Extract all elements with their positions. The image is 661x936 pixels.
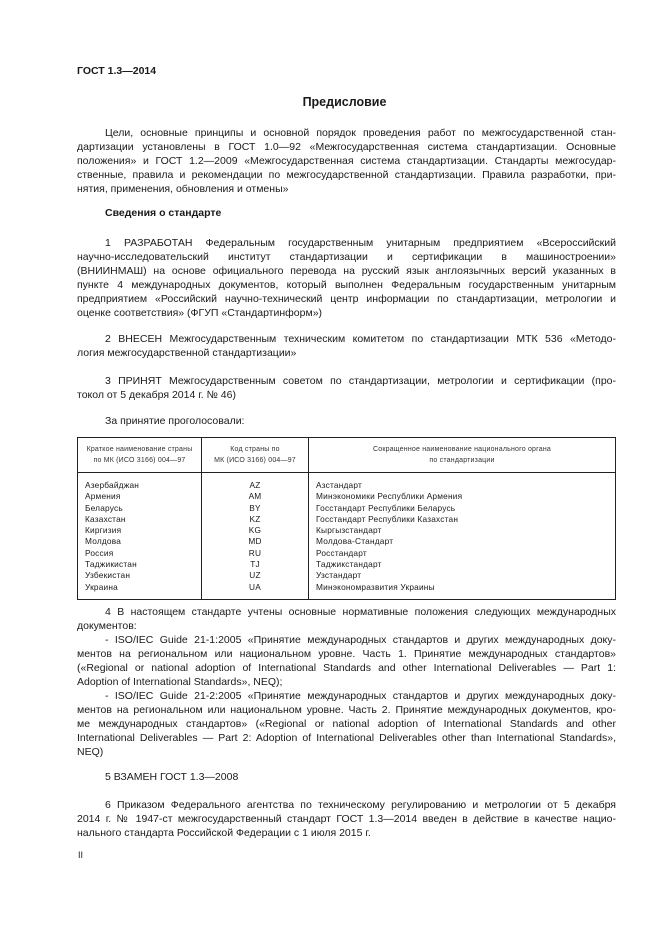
text-line: логия межгосударственной стандартизации»	[77, 347, 297, 359]
cell-code: AM	[202, 491, 309, 502]
cell-country: Молдова	[78, 536, 202, 547]
cell-authority: Молдова-Стандарт	[309, 536, 616, 547]
page-number: II	[78, 850, 84, 860]
table-row	[78, 525, 616, 536]
cell-code: BY	[202, 503, 309, 514]
document-header: ГОСТ 1.3—2014	[77, 65, 157, 77]
cell-country: Казахстан	[78, 514, 202, 525]
text-line: оценке соответствия» (ФГУП «Стандартинформ»)	[77, 307, 323, 319]
cell-code: TJ	[202, 559, 309, 570]
text-line: - ISO/IEC Guide 21-2:2005 «Принятие международных стандартов и других международных доку-	[105, 690, 616, 702]
item-2-paragraph	[77, 332, 616, 360]
cell-code: RU	[202, 548, 309, 559]
text-line: 4 В настоящем стандарте учтены основные нормативные положения следующих международных	[105, 606, 616, 618]
item-4-paragraph	[77, 605, 616, 633]
table-row	[78, 514, 616, 525]
voted-label	[77, 414, 616, 428]
cell-authority: Азстандарт	[309, 473, 616, 492]
text-line: 5 ВЗАМЕН ГОСТ 1.3—2008	[105, 771, 239, 783]
text-line: 1 РАЗРАБОТАН Федеральным государственным унитарным предприятием «Всероссийский	[105, 237, 616, 249]
cell-authority: Минэкономики Республики Армения	[309, 491, 616, 502]
cell-code: AZ	[202, 473, 309, 492]
item-6-paragraph	[77, 798, 616, 840]
text-line: документов:	[77, 620, 137, 632]
text-line: нального стандарта Российской Федерации с 1 июля 2015 г.	[77, 827, 371, 839]
cell-country: Армения	[78, 491, 202, 502]
cell-country: Украина	[78, 582, 202, 600]
cell-country: Таджикистан	[78, 559, 202, 570]
text-line: 2014 г. № 1947-ст межгосударственный стандарт ГОСТ 1.3—2014 введен в действие в качестве нацио-	[77, 813, 616, 825]
cell-code: MD	[202, 536, 309, 547]
text-line: (ВНИИНМАШ) на основе официального перевода на русский язык англоязычных версий указанных в	[77, 265, 616, 277]
table-row	[78, 559, 616, 570]
cell-authority: Минэкономразвития Украины	[309, 582, 616, 600]
table-header-row	[78, 438, 616, 473]
text-line: ментов на региональном или национальном уровне. Часть 1. Принятие международных стандартов»	[77, 648, 616, 660]
text-line: («Regional or national adoption of International Standards and other International Deliverables — Part 1:	[77, 662, 616, 674]
cell-authority: Узстандарт	[309, 570, 616, 581]
text-line: Цели, основные принципы и основной порядок проведения работ по межгосударственной стан-	[105, 127, 616, 139]
table-row	[78, 491, 616, 502]
cell-country: Киргизия	[78, 525, 202, 536]
text-line: дартизации установлены в ГОСТ 1.0—92 «Межгосударственная система стандартизации. Основные	[77, 141, 616, 153]
table-row	[78, 570, 616, 581]
text-line: 6 Приказом Федерального агентства по техническому регулированию и метрологии от 5 декабря	[105, 799, 616, 811]
item-4a-paragraph	[77, 633, 616, 689]
table-row	[78, 473, 616, 492]
cell-country: Узбекистан	[78, 570, 202, 581]
text-line: ментов на региональном или национальном уровне. Часть 2. Принятие международных документов, кро-	[77, 704, 616, 716]
table-row	[78, 536, 616, 547]
text-line: ственные, правила и рекомендации по межгосударственной стандартизации. Правила разработки, при-	[77, 169, 616, 181]
text-line: пункте 4 международных документов, который выполнен Федеральным государственным унитарным	[77, 279, 616, 291]
text-line: - ISO/IEC Guide 21-1:2005 «Принятие международных стандартов и других международных доку-	[105, 634, 616, 646]
text-line: нятия, применения, обновления и отмены»	[77, 183, 289, 195]
text-line: токол от 5 декабря 2014 г. № 46)	[77, 389, 236, 401]
cell-code: UZ	[202, 570, 309, 581]
cell-authority: Росстандарт	[309, 548, 616, 559]
cell-authority: Кыргызстандарт	[309, 525, 616, 536]
item-4b-paragraph	[77, 689, 616, 759]
cell-country: Беларусь	[78, 503, 202, 514]
cell-authority: Госстандарт Республики Беларусь	[309, 503, 616, 514]
cell-code: KG	[202, 525, 309, 536]
item-1-paragraph	[77, 236, 616, 320]
text-line: предприятием «Российский научно-технический центр информации по стандартизации, метрологии и	[77, 293, 616, 305]
subheading: Сведения о стандарте	[105, 207, 222, 219]
header-country: Краткое наименование страны по МК (ИСО 3166) 004—97	[78, 438, 202, 473]
text-line: положения» и ГОСТ 1.2—2009 «Межгосударственная система стандартизации. Стандарты межгосудар-	[77, 155, 616, 167]
text-line: 2 ВНЕСЕН Межгосударственным техническим комитетом по стандартизации МТК 536 «Методо-	[105, 333, 616, 345]
header-code: Код страны по МК (ИСО 3166) 004—97	[202, 438, 309, 473]
intro-paragraph	[77, 126, 616, 196]
item-3-paragraph	[77, 374, 616, 402]
voting-table	[77, 437, 616, 600]
text-line: 3 ПРИНЯТ Межгосударственным советом по стандартизации, метрологии и сертификации (про-	[105, 375, 616, 387]
cell-code: KZ	[202, 514, 309, 525]
cell-authority: Таджикстандарт	[309, 559, 616, 570]
section-title: Предисловие	[302, 95, 387, 109]
text-line: научно-исследовательский институт стандартизации и сертификации в машиностроении»	[77, 251, 616, 263]
table-row	[78, 582, 616, 600]
table-row	[78, 503, 616, 514]
text-line: International Deliverables — Part 2: Adoption of International Deliverables other than International Standards»,	[77, 732, 616, 744]
cell-code: UA	[202, 582, 309, 600]
text-line: Adoption of International Standards», NEQ);	[77, 676, 283, 688]
cell-country: Азербайджан	[78, 473, 202, 492]
item-5-paragraph	[77, 770, 616, 784]
header-authority: Сокращенное наименование национального органа по стандартизации	[309, 438, 616, 473]
cell-authority: Госстандарт Республики Казахстан	[309, 514, 616, 525]
cell-country: Россия	[78, 548, 202, 559]
text-line: NEQ)	[77, 746, 104, 758]
text-line: За принятие проголосовали:	[105, 415, 245, 427]
table-row	[78, 548, 616, 559]
text-line: ме международных стандартов» («Regional or national adoption of International Standards and other	[77, 718, 616, 730]
